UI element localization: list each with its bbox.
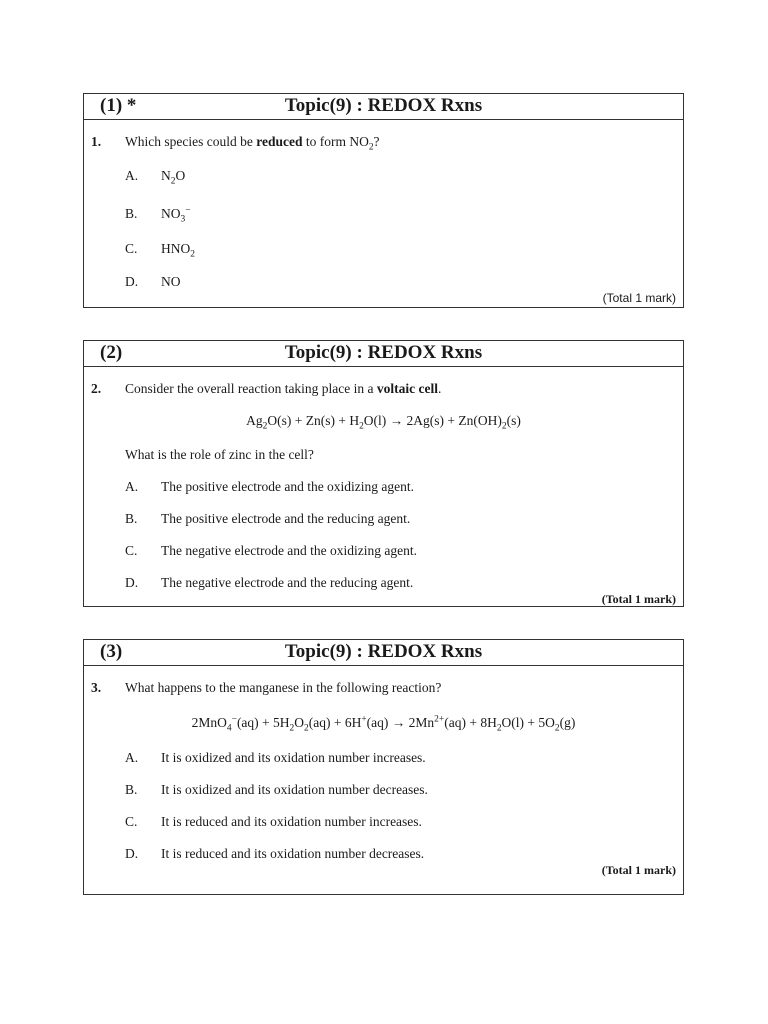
question-header <box>84 94 683 120</box>
total-marks: (Total 1 mark) <box>602 291 676 305</box>
topic-title: Topic(9) : REDOX Rxns <box>284 641 483 662</box>
option-letter: D. <box>125 846 139 861</box>
question-stem: Consider the overall reaction taking place in a voltaic cell. <box>125 381 442 396</box>
option-letter: B. <box>125 206 138 221</box>
question-3-card <box>83 639 684 895</box>
reaction-equation: $Ag_2O(s) + Zn(s) + H_2O(l) \to 2Ag(s) + Zn(OH)_2(s)$ <box>246 413 521 432</box>
question-number-header: (3) <box>100 641 123 662</box>
question-2-card <box>83 340 684 607</box>
option-b-text: The positive electrode and the reducing agent. <box>161 511 411 526</box>
question-stem: What happens to the manganese in the following reaction? <box>125 680 442 695</box>
option-c-text: The negative electrode and the oxidizing agent. <box>161 543 418 558</box>
option-letter: A. <box>125 479 139 494</box>
option-letter: C. <box>125 814 138 829</box>
option-letter: A. <box>125 750 139 765</box>
option-c-text: It is reduced and its oxidation number increases. <box>161 814 422 829</box>
option-d-text: The negative electrode and the reducing agent. <box>161 575 414 590</box>
option-letter: C. <box>125 543 138 558</box>
total-marks: (Total 1 mark) <box>601 863 676 877</box>
question-number-header: (1) * <box>100 95 137 116</box>
option-d-text: It is reduced and its oxidation number decreases. <box>161 846 425 861</box>
reaction-equation: $2MnO_4^-(aq) + 5H_2O_2(aq) + 6H^+(aq) \to 2Mn^{2+}(aq) + 8H_2O(l) + 5O_2(g)$ <box>191 714 576 734</box>
question-header <box>84 341 683 367</box>
total-marks: (Total 1 mark) <box>601 592 676 606</box>
question-number-header: (2) <box>100 342 123 363</box>
option-letter: B. <box>125 511 138 526</box>
option-letter: B. <box>125 782 138 797</box>
option-letter: A. <box>125 168 139 183</box>
question-1-card <box>83 93 684 308</box>
option-b-text: $NO_3^-$ <box>161 205 191 225</box>
question-number: 2. <box>91 381 102 396</box>
question-number: 1. <box>91 134 102 149</box>
question-header <box>84 640 683 666</box>
question-number: 3. <box>91 680 102 695</box>
option-a-text: The positive electrode and the oxidizing agent. <box>161 479 415 494</box>
question-stem: Which species could be reduced to form $NO_2$? <box>125 134 380 153</box>
option-letter: D. <box>125 274 139 289</box>
option-d-text: NO <box>161 274 181 289</box>
option-b-text: It is oxidized and its oxidation number decreases. <box>161 782 428 797</box>
option-letter: C. <box>125 241 138 256</box>
option-a-text: It is oxidized and its oxidation number increases. <box>161 750 426 765</box>
option-letter: D. <box>125 575 139 590</box>
topic-title: Topic(9) : REDOX Rxns <box>284 342 483 363</box>
option-a-text: $N_2O$ <box>161 168 186 187</box>
topic-title: Topic(9) : REDOX Rxns <box>284 95 483 116</box>
option-c-text: $HNO_2$ <box>161 241 195 260</box>
question-prompt: What is the role of zinc in the cell? <box>125 447 314 462</box>
